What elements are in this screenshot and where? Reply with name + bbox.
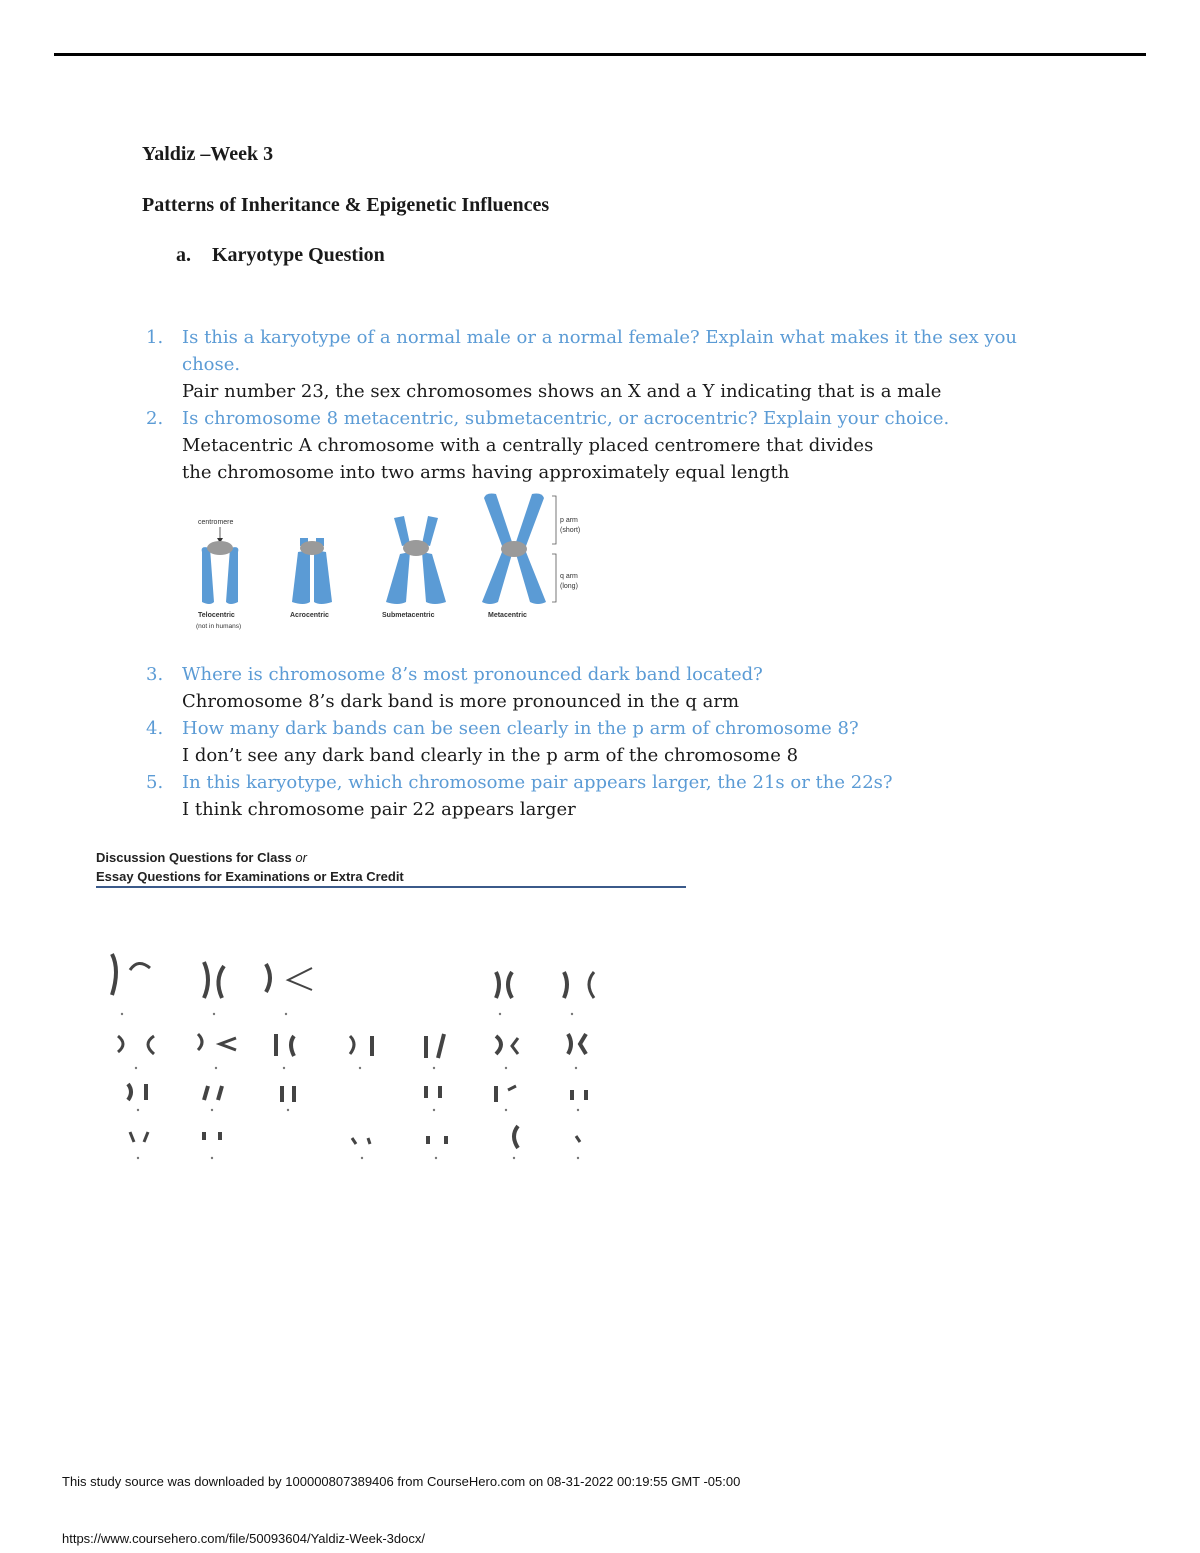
p-arm-label: p arm: [560, 517, 578, 524]
section-letter: a.: [176, 244, 191, 266]
answer-4: I don’t see any dark band clearly in the p arm of the chromosome 8: [182, 745, 799, 766]
karyotype-image: [100, 940, 620, 1170]
chromosome-pair: [576, 1136, 580, 1142]
acrocentric-chromosome-icon: [292, 538, 332, 604]
p-arm-note: (short): [560, 527, 581, 534]
section-title: Karyotype Question: [212, 244, 385, 266]
type-label-metacentric: Metacentric: [488, 612, 527, 619]
question-2: 2. Is chromosome 8 metacentric, submetacentric, or acrocentric? Explain your choice.: [146, 408, 950, 429]
telocentric-note: (not in humans): [196, 623, 242, 630]
answer-2-line-2: the chromosome into two arms having approximately equal length: [182, 462, 790, 483]
chromosome-pair: [564, 972, 594, 998]
chromosome-pair: [128, 1084, 146, 1100]
chromosome-pair: [204, 962, 224, 998]
question-4: 4. How many dark bands can be seen clearly in the p arm of chromosome 8?: [146, 718, 859, 739]
chromosome-pair: [130, 1132, 148, 1142]
author-line: Yaldiz –Week 3: [142, 143, 274, 165]
chromosome-pair: [350, 1036, 372, 1056]
document-title: Patterns of Inheritance & Epigenetic Influences: [142, 194, 550, 216]
telocentric-chromosome-icon: [202, 541, 239, 604]
section-heading: [176, 244, 385, 267]
chromosome-pair: [266, 964, 312, 992]
chromosome-pair: [496, 972, 512, 998]
type-label-acrocentric: Acrocentric: [290, 612, 329, 619]
chromosome-pair: [204, 1086, 222, 1100]
chromosome-pair: [496, 1036, 518, 1054]
chromosome-pair: [514, 1126, 518, 1148]
chromosome-pair: [568, 1034, 586, 1054]
chromosome-pair: [198, 1034, 236, 1050]
karyotype-heading-line-2: Essay Questions for Examinations or Extra Credit: [96, 869, 404, 884]
chromosome-pair: [428, 1136, 446, 1144]
chromosome-pair: [496, 1086, 516, 1102]
type-label-submetacentric: Submetacentric: [382, 612, 435, 619]
footer-url[interactable]: https://www.coursehero.com/file/50093604/Yaldiz-Week-3docx/: [62, 1531, 425, 1546]
karyotype-heading-line-1: Discussion Questions for Class or: [96, 850, 307, 865]
chromosome-pair: [112, 954, 150, 995]
answer-1: Pair number 23, the sex chromosomes shows an X and a Y indicating that is a male: [182, 381, 942, 402]
answer-2-line-1: Metacentric A chromosome with a centrally placed centromere that divides: [182, 435, 874, 456]
submetacentric-chromosome-icon: [386, 516, 446, 604]
type-label-telocentric: Telocentric: [198, 612, 235, 619]
question-1: 1. Is this a karyotype of a normal male or a normal female? Explain what makes it the sex you chose.: [146, 327, 1018, 375]
chromosome-pair: [118, 1036, 154, 1054]
centromere-label: centromere: [198, 519, 234, 526]
chromosome-pair: [276, 1034, 294, 1056]
chromosome-pair: [352, 1138, 370, 1144]
q-arm-label: q arm: [560, 573, 578, 580]
chromosome-pair: [204, 1132, 220, 1140]
question-3: 3. Where is chromosome 8’s most pronounced dark band located?: [146, 664, 763, 685]
question-5: 5. In this karyotype, which chromosome pair appears larger, the 21s or the 22s?: [146, 772, 893, 793]
questions-block-2: [146, 661, 1086, 823]
chromosome-pair: [282, 1086, 294, 1102]
answer-5: I think chromosome pair 22 appears larger: [182, 799, 576, 820]
chromosome-pair: [572, 1090, 586, 1100]
questions-block-1: [146, 324, 1086, 486]
karyotype-heading-rule: [96, 886, 686, 888]
metacentric-chromosome-icon: [482, 494, 546, 605]
chromosome-pair: [426, 1034, 444, 1058]
chromosome-types-figure: [180, 490, 600, 640]
chromosome-pair: [426, 1086, 440, 1098]
answer-3: Chromosome 8’s dark band is more pronounced in the q arm: [182, 691, 740, 712]
footer-source: This study source was downloaded by 100000807389406 from CourseHero.com on 08-31-2022 00:19:55 GMT -05:00: [62, 1474, 741, 1489]
q-arm-note: (long): [560, 583, 578, 590]
top-rule: [54, 53, 1146, 56]
